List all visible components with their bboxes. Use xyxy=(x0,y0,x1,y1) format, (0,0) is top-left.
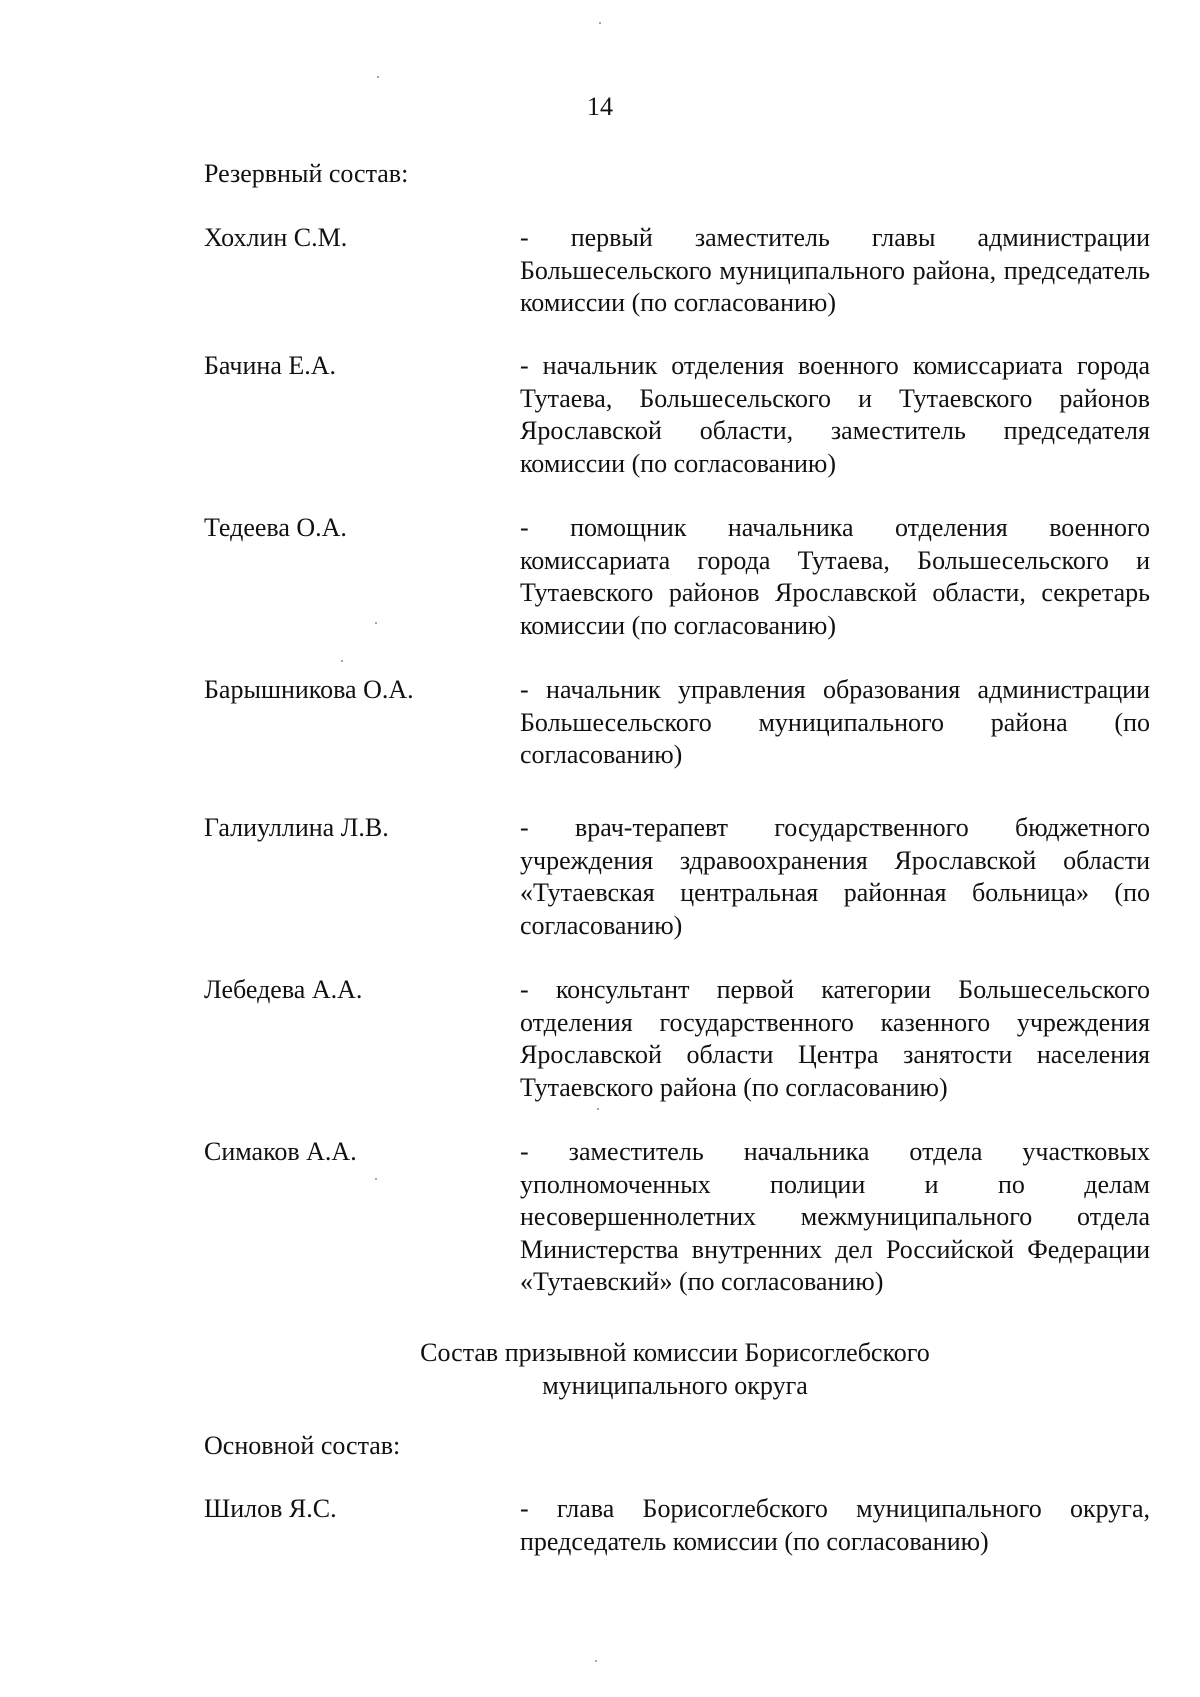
scan-speck xyxy=(377,76,379,78)
reserve-composition-heading: Резервный состав: xyxy=(204,159,409,188)
member-name: Барышникова О.А. xyxy=(204,675,414,704)
member-description: - консультант первой категории Большесельского отделения государственного казенного учреждения Ярославской области Центра занятости населения Тутаевского района (по согласованию) xyxy=(520,975,1150,1102)
member-name: Тедеева О.А. xyxy=(204,513,347,542)
scan-speck xyxy=(375,622,377,624)
member-name: Бачина Е.А. xyxy=(204,351,337,380)
member-description: - начальник управления образования администрации Большесельского муниципального района (по согласованию) xyxy=(520,675,1150,769)
commission-title-line-2: муниципального округа xyxy=(542,1371,808,1400)
scan-speck xyxy=(599,22,601,24)
member-name: Симаков А.А. xyxy=(204,1137,357,1166)
commission-title-line-1: Состав призывной комиссии Борисоглебского xyxy=(420,1338,930,1367)
member-description: - первый заместитель главы администрации Большесельского муниципального района, председатель комиссии (по согласованию) xyxy=(520,223,1150,317)
member-name: Лебедева А.А. xyxy=(204,975,363,1004)
member-description: - глава Борисоглебского муниципального округа, председатель комиссии (по согласованию) xyxy=(520,1494,1150,1556)
member-description: - начальник отделения военного комиссариата города Тутаева, Большесельского и Тутаевского районов Ярославской области, заместитель председателя комиссии (по согласованию) xyxy=(520,351,1150,478)
scan-speck xyxy=(595,1660,597,1662)
page-number: 14 xyxy=(587,92,613,121)
commission-title xyxy=(0,1336,1200,1402)
member-name: Шилов Я.С. xyxy=(204,1494,337,1523)
member-description: - врач-терапевт государственного бюджетного учреждения здравоохранения Ярославской области «Тутаевская центральная районная больница» (по согласованию) xyxy=(520,813,1150,940)
member-description: - помощник начальника отделения военного комиссариата города Тутаева, Большесельского и Тутаевского районов Ярославской области, секретарь комиссии (по согласованию) xyxy=(520,513,1150,640)
main-composition-heading: Основной состав: xyxy=(204,1431,401,1460)
member-description: - заместитель начальника отдела участковых уполномоченных полиции и по делам несовершеннолетних межмуниципального отдела Министерства внутренних дел Российской Федерации «Тутаевский» (по согласованию) xyxy=(520,1137,1150,1296)
member-name: Галиуллина Л.В. xyxy=(204,813,389,842)
scan-speck xyxy=(597,1108,599,1110)
scan-speck xyxy=(375,1178,377,1180)
scan-speck xyxy=(341,660,343,662)
member-name: Хохлин С.М. xyxy=(204,223,348,252)
